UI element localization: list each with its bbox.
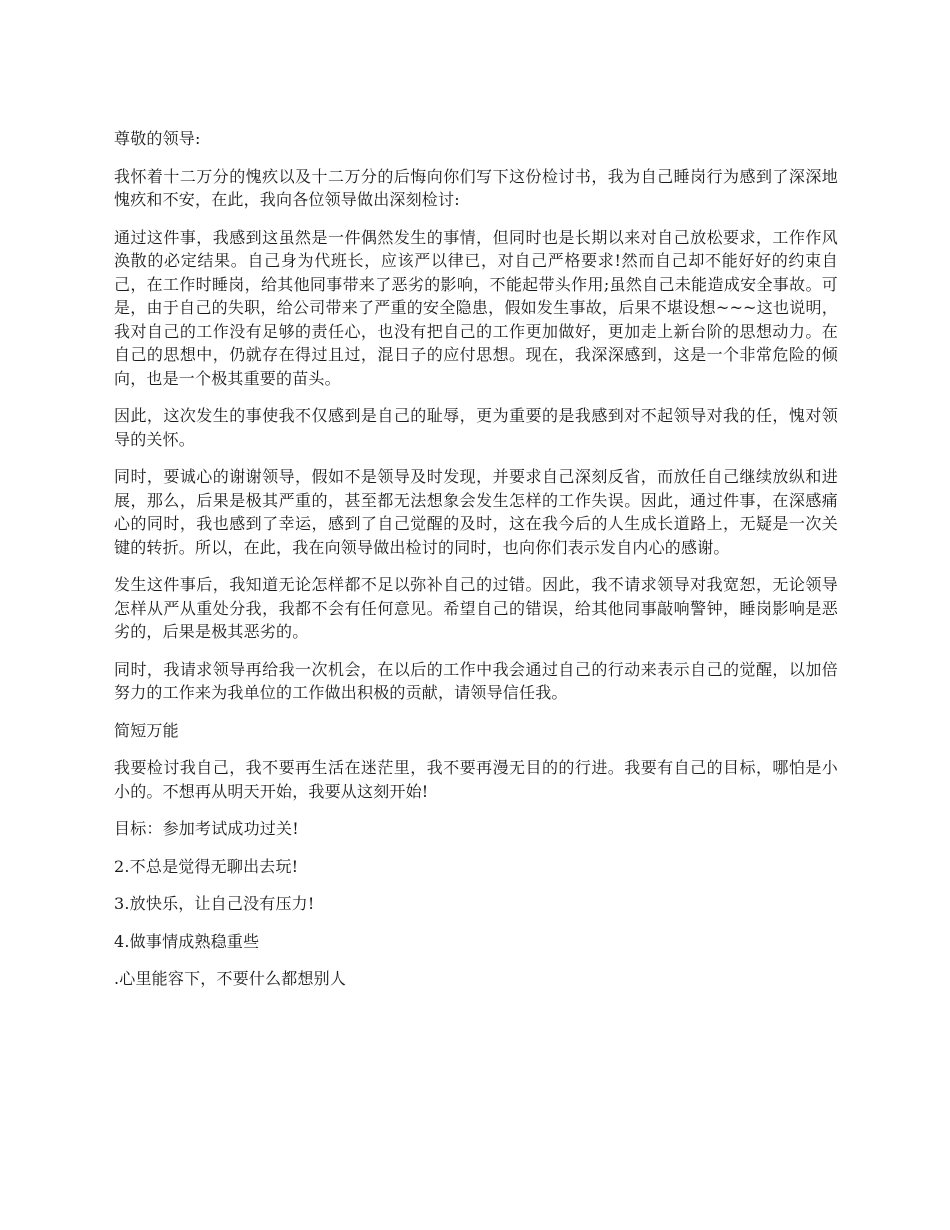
body-paragraph: 我要检讨我自己，我不要再生活在迷茫里，我不要再漫无目的的行进。我要有自己的目标，哪怕是小小的。不想再从明天开始，我要从这刻开始! [114,758,838,801]
body-paragraph: 发生这件事后，我知道无论怎样都不足以弥补自己的过错。因此，我不请求领导对我宽恕，无论领导怎样从严从重处分我，我都不会有任何意见。希望自己的错误，给其他同事敲响警钟，睡岗影响是恶劣的，后果是极其恶劣的。 [114,575,838,641]
body-paragraph: 同时，要诚心的谢谢领导，假如不是领导及时发现，并要求自己深刻反省，而放任自己继续放纵和进展，那么，后果是极其严重的，甚至都无法想象会发生怎样的工作失误。因此，通过件事，在深感痛心的同时，我也感到了幸运，感到了自己觉醒的及时，这在我今后的人生成长道路上，无疑是一次关键的转折。所以，在此，我在向领导做出检讨的同时，也向你们表示发自内心的感谢。 [114,467,838,557]
list-item: .心里能容下，不要什么都想别人 [114,969,347,988]
section-heading: 简短万能 [114,720,179,740]
list-item: 4.做事情成熟稳重些 [114,931,260,951]
goal-line: 目标：参加考试成功过关! [114,819,299,838]
list-item: 2.不总是觉得无聊出去玩! [114,856,299,876]
salutation: 尊敬的领导: [114,129,201,148]
body-paragraph: 因此，这次发生的事使我不仅感到是自己的耻辱，更为重要的是我感到对不起领导对我的任，愧对领导的关怀。 [114,406,838,449]
body-paragraph: 通过这件事，我感到这虽然是一件偶然发生的事情，但同时也是长期以来对自己放松要求，工作作风涣散的必定结果。自己身为代班长，应该严以律已，对自己严格要求!然而自己却不能好好的约束自己，在工作时睡岗，给其他同事带来了恶劣的影响，不能起带头作用;虽然自己未能造成安全事故。可是，由于自己的失职，给公司带来了严重的安全隐患，假如发生事故，后果不堪设想~~~这也说明，我对自己的工作没有足够的责任心，也没有把自己的工作更加做好，更加走上新台阶的思想动力。在自己的思想中，仍就存在得过且过，混日子的应付思想。现在，我深深感到，这是一个非常危险的倾向，也是一个极其重要的苗头。 [114,227,838,388]
intro-paragraph: 我怀着十二万分的愧疚以及十二万分的后悔向你们写下这份检讨书，我为自己睡岗行为感到了深深地愧疚和不安，在此，我向各位领导做出深刻检讨: [114,166,838,209]
list-item: 3.放快乐，让自己没有压力! [114,894,315,913]
body-paragraph: 同时，我请求领导再给我一次机会，在以后的工作中我会通过自己的行动来表示自己的觉醒，以加倍努力的工作来为我单位的工作做出积极的贡献，请领导信任我。 [114,659,838,702]
